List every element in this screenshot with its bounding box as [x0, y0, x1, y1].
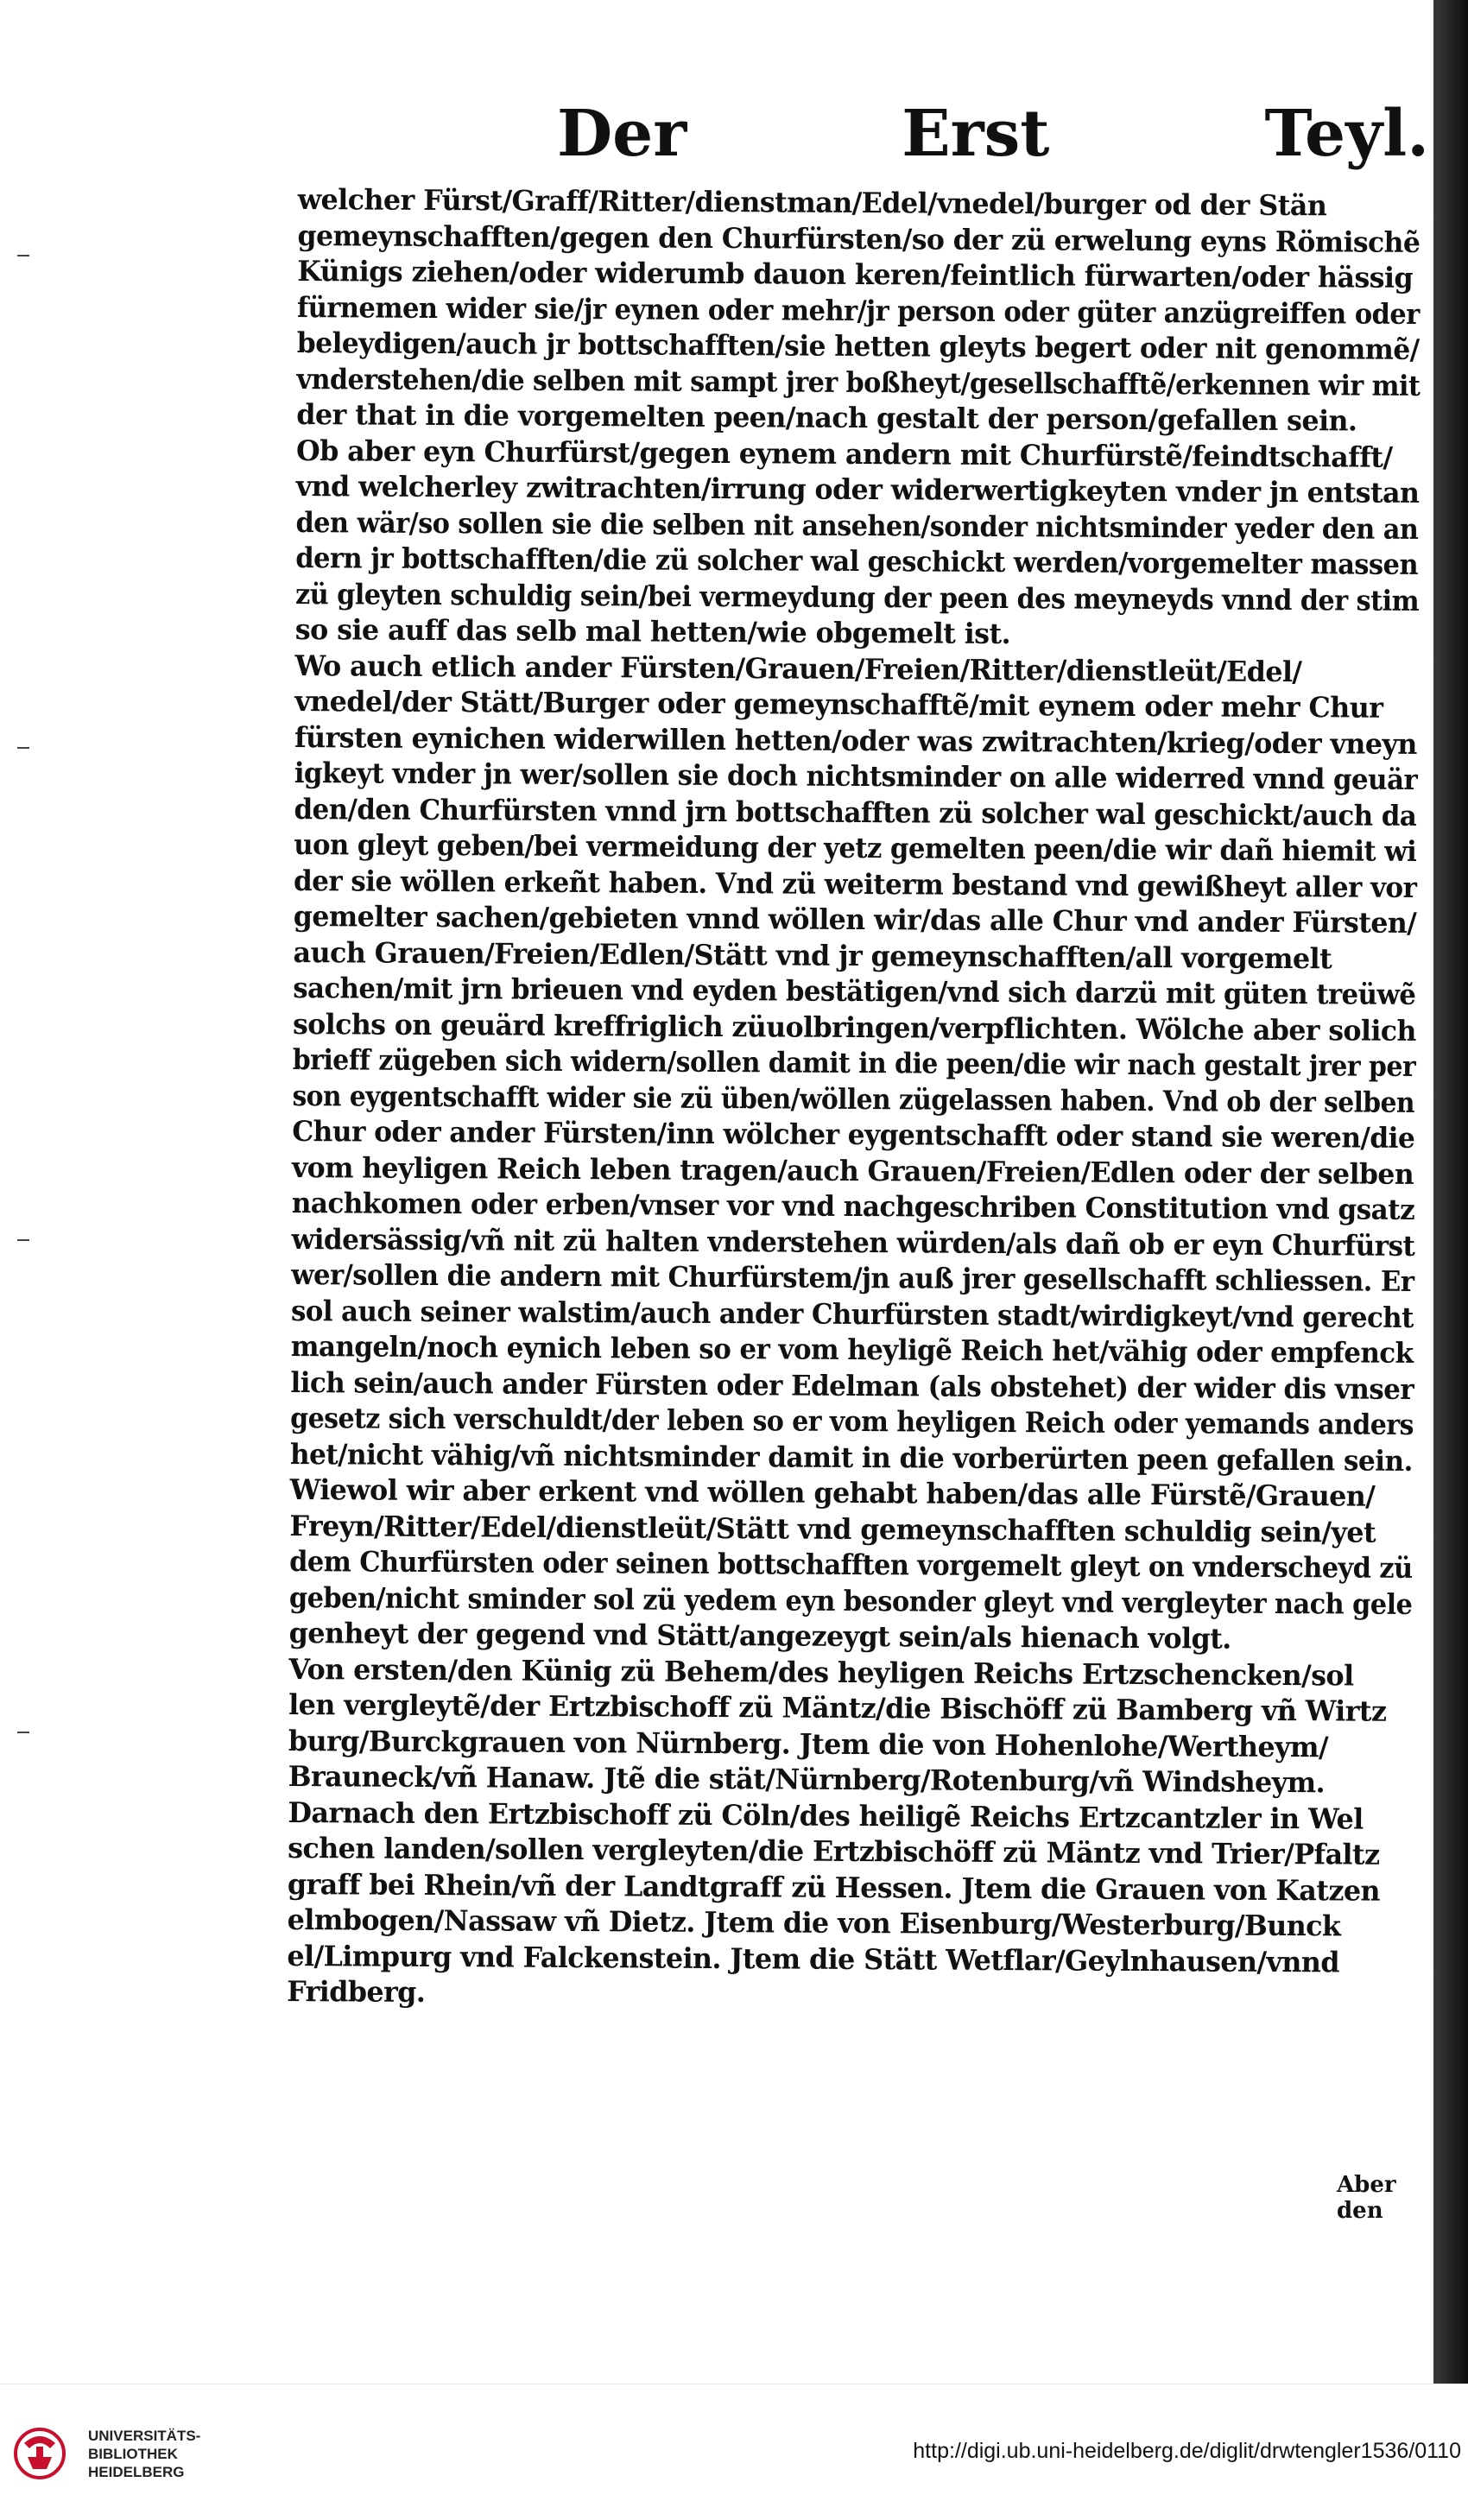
text-line: Freyn/Ritter/Edel/dienstleüt/Stätt vnd gemeynschafften schuldig sein/yet	[289, 1508, 1376, 1549]
text-line: den/den Churfürsten vnnd jrn bottschafften zü solcher wal geschickt/auch da	[294, 791, 1417, 833]
text-line: auch Grauen/Freien/Edlen/Stätt vnd jr gemeynschafften/all vorgemelt	[293, 934, 1332, 975]
text-line: vnedel/der Stätt/Burger oder gemeynschafftẽ/mit eynem oder mehr Chur	[294, 683, 1383, 725]
text-line: gemeynschafften/gegen den Churfürsten/so der zü erwelung eyns Römischẽ	[297, 218, 1421, 259]
text-line: lich sein/auch ander Fürsten oder Edelman (als obstehet) der wider dis vnser	[290, 1364, 1414, 1406]
text-line: brieff zügeben sich widern/sollen damit in die peen/die wir nach gestalt jrer per	[292, 1042, 1416, 1083]
text-line: nachkomen oder erben/vnser vor vnd nachgeschriben Constitution vnd gsatz	[291, 1185, 1415, 1226]
text-line: geben/nicht sminder sol zü yedem eyn besonder gleyt vnd vergleyter nach gele	[288, 1580, 1413, 1621]
text-line: el/Limpurg vnd Falckenstein. Jtem die Stätt Wetflar/Geylnhausen/vnnd	[287, 1938, 1340, 1979]
binding-edge	[1433, 0, 1468, 2384]
edge-mark	[17, 1239, 29, 1241]
text-line: Chur oder ander Fürsten/inn wölcher eygentschafft oder stand sie weren/die	[292, 1113, 1415, 1155]
text-line: fürnemen wider sie/jr eynen oder mehr/jr person oder güter anzügreiffen oder	[296, 289, 1420, 331]
text-line: zü gleyten schuldig sein/bei vermeydung der peen des meyneyds vnnd der stim	[294, 576, 1420, 617]
text-line: fürsten eynichen widerwillen hetten/oder was zwitrachten/krieg/oder vneyn	[294, 719, 1417, 761]
text-line: der sie wöllen erkeñt haben. Vnd zü weiterm bestand vnd gewißheyt aller vor	[293, 863, 1417, 904]
text-line: sol auch seiner walstim/auch ander Churfürsten stadt/wirdigkeyt/vnd gerecht	[290, 1293, 1414, 1334]
text-line: solchs on geuärd kreffriglich züuolbringen/verpflichten. Wölche aber solich	[292, 1006, 1416, 1048]
text-line: Brauneck/vñ Hanaw. Jtẽ die stät/Nürnberg/Rotenburg/vñ Windsheym.	[288, 1758, 1326, 1800]
footer	[0, 2384, 1468, 2520]
text-line: igkeyt vnder jn wer/sollen sie doch nichtsminder on alle widerred vnnd geuär	[294, 755, 1418, 796]
running-head-right: Teyl.	[1264, 97, 1429, 171]
text-line: so sie auff das selb mal hetten/wie obgemelt ist.	[294, 611, 1011, 651]
running-head-center: Erst	[902, 97, 1050, 171]
text-line: burg/Burckgrauen von Nürnberg. Jtem die von Hohenlohe/Wertheym/	[288, 1723, 1329, 1763]
running-head	[298, 86, 1446, 181]
library-name-line: UNIVERSITÄTS-	[88, 2427, 201, 2444]
text-line: Von ersten/den Künig zü Behem/des heyligen Reichs Ertzschencken/sol	[288, 1651, 1354, 1692]
catchword: Aber den	[1337, 2172, 1396, 2224]
library-name-line: HEIDELBERG	[88, 2463, 185, 2480]
text-line: len vergleytẽ/der Ertzbischoff zü Mäntz/die Bischöff zü Bamberg vñ Wirtz	[288, 1687, 1387, 1728]
text-line: genheyt der gegend vnd Stätt/angezeygt sein/als hienach volgt.	[288, 1615, 1231, 1656]
text-line: der that in die vorgemelten peen/nach gestalt der person/gefallen sein.	[296, 396, 1357, 438]
body-text	[287, 181, 1446, 2017]
text-line: het/nicht vähig/vñ nichtsminder damit in die vorberürten peen gefallen sein.	[289, 1436, 1413, 1478]
text-line: Fridberg.	[287, 1973, 426, 2009]
text-line: sachen/mit jrn brieuen vnd eyden bestätigen/vnd sich darzü mit güten treüwẽ	[293, 970, 1416, 1011]
edge-mark	[17, 1732, 29, 1733]
text-line: vnd welcherley zwitrachten/irrung oder widerwertigkeyten vnder jn entstan	[295, 468, 1420, 510]
source-url[interactable]: http://digi.ub.uni-heidelberg.de/diglit/drwtengler1536/0110	[913, 2439, 1461, 2463]
text-line: mangeln/noch eynich leben so er vom heyligẽ Reich het/vähig oder empfenck	[290, 1328, 1414, 1370]
text-line: welcher Fürst/Graff/Ritter/dienstman/Edel/vnedel/burger od der Stän	[297, 181, 1327, 223]
library-logo	[12, 2426, 200, 2481]
text-line: Darnach den Ertzbischoff zü Cöln/des heiligẽ Reichs Ertzcantzler in Wel	[288, 1795, 1364, 1836]
text-line: graff bei Rhein/vñ der Landtgraff zü Hessen. Jtem die Grauen von Katzen	[287, 1866, 1381, 1908]
text-line: Künigs ziehen/oder widerumb dauon keren/feintlich fürwarten/oder hässig	[297, 253, 1414, 294]
text-line: Ob aber eyn Churfürst/gegen eynem andern mit Churfürstẽ/feindtschafft/	[295, 433, 1393, 474]
text-line: beleydigen/auch jr bottschafften/sie hetten gleyts begert oder nit genommẽ/	[296, 325, 1420, 366]
edge-mark	[17, 747, 29, 749]
text-line: son eygentschafft wider sie zü üben/wöllen zügelassen haben. Vnd ob der selben	[292, 1078, 1415, 1119]
text-line: elmbogen/Nassaw vñ Dietz. Jtem die von Eisenburg/Westerburg/Bunck	[287, 1902, 1341, 1943]
text-line: den wär/so sollen sie die selben nit ansehen/sonder nichtsminder yeder den an	[295, 504, 1419, 546]
library-name	[88, 2427, 200, 2481]
text-line: vnderstehen/die selben mit sampt jrer boßheyt/gesellschafftẽ/erkennen wir mit	[296, 361, 1421, 402]
text-line: Wo auch etlich ander Fürsten/Grauen/Freien/Ritter/dienstleüt/Edel/	[294, 648, 1302, 688]
text-line: wer/sollen die andern mit Churfürstem/jn auß jrer gesellschafft schliessen. Er	[291, 1257, 1414, 1298]
text-line: Wiewol wir aber erkent vnd wöllen gehabt haben/das alle Fürstẽ/Grauen/	[289, 1472, 1376, 1513]
text-line: dern jr bottschafften/die zü solcher wal geschickt werden/vorgemelter massen	[295, 540, 1419, 581]
text-block	[287, 86, 1446, 2010]
text-line: uon gleyt geben/bei vermeidung der yetz gemelten peen/die wir dañ hiemit wi	[294, 826, 1417, 868]
text-line: vom heyligen Reich leben tragen/auch Grauen/Freien/Edlen oder der selben	[291, 1149, 1414, 1191]
university-seal-icon	[12, 2426, 76, 2481]
running-head-left: Der	[557, 97, 687, 171]
text-line: schen landen/sollen vergleyten/die Ertzbischöff zü Mäntz vnd Trier/Pfaltz	[288, 1830, 1380, 1871]
text-line: widersässig/vñ nit zü halten vnderstehen würden/als dañ ob er eyn Churfürst	[291, 1221, 1415, 1263]
edge-mark	[17, 255, 29, 256]
text-line: dem Churfürsten oder seinen bottschafften vorgemelt gleyt on vnderscheyd zü	[289, 1543, 1413, 1585]
library-name-line: BIBLIOTHEK	[88, 2445, 178, 2462]
text-line: gesetz sich verschuldt/der leben so er vom heyligen Reich oder yemands anders	[290, 1400, 1414, 1441]
text-line: gemelter sachen/gebieten vnnd wöllen wir/das alle Chur vnd ander Fürsten/	[293, 898, 1417, 940]
